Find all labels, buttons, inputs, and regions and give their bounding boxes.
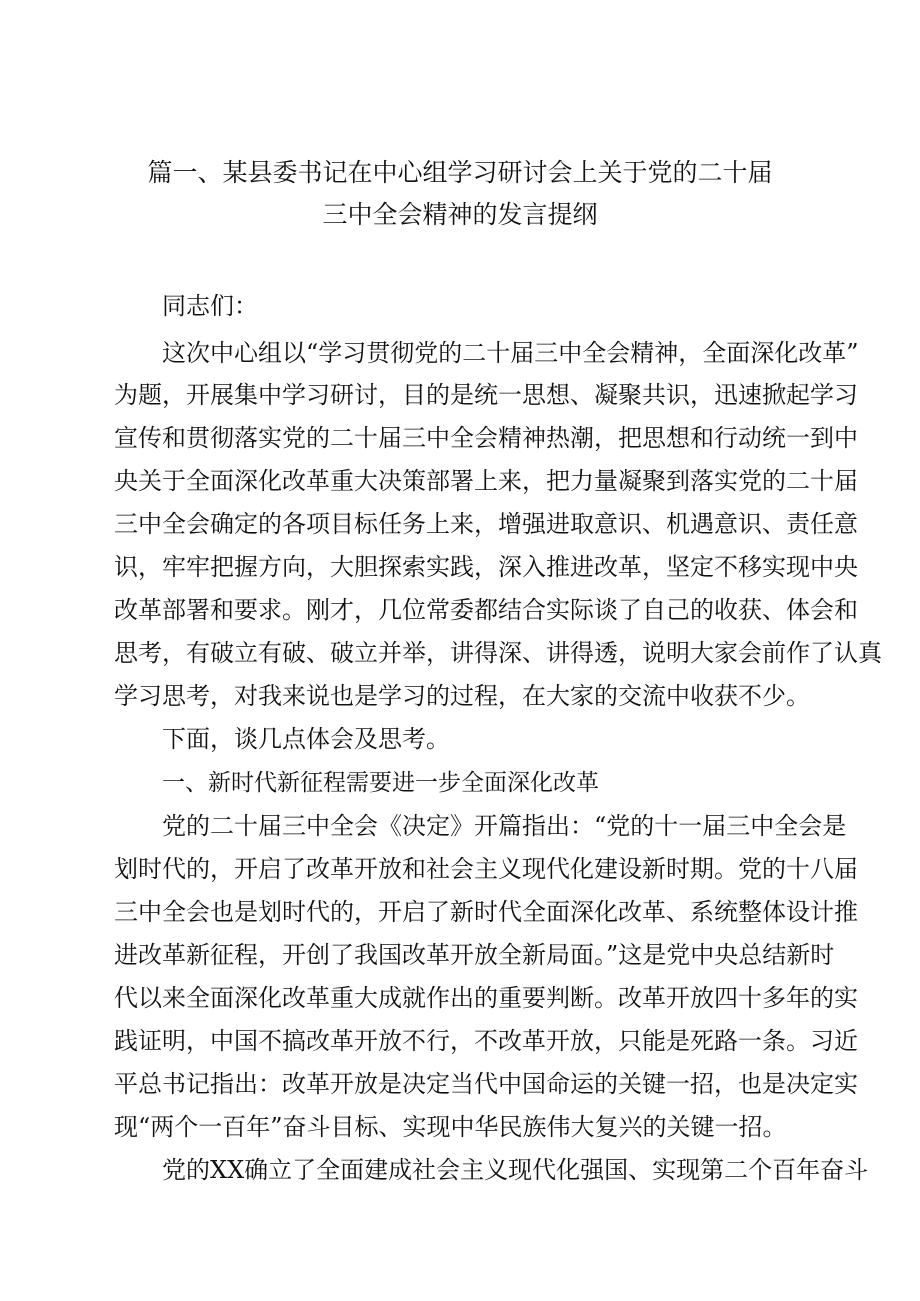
paragraph-2: 下面，谈几点体会及思考。 (162, 725, 450, 753)
paragraph-1-line-4: 央关于全面深化改革重大决策部署上来，把力量凝聚到落实党的二十届 (114, 467, 858, 495)
paragraph-1-line-2: 为题，开展集中学习研讨，目的是统一思想、凝聚共识，迅速掀起学习 (114, 381, 858, 409)
paragraph-4-line-1: 党的XX确立了全面建成社会主义现代化强国、实现第二个百年奋斗 (162, 1156, 869, 1184)
paragraph-1-line-5: 三中全会确定的各项目标任务上来，增强进取意识、机遇意识、责任意 (114, 510, 858, 538)
paragraph-1-line-6: 识，牢牢把握方向，大胆探索实践，深入推进改革，坚定不移实现中央 (114, 553, 858, 581)
paragraph-3-line-6: 践证明，中国不搞改革开放不行，不改革开放，只能是死路一条。习近 (114, 1027, 858, 1055)
paragraph-3-line-1: 党的二十届三中全会《决定》开篇指出：“党的十一届三中全会是 (162, 812, 847, 840)
document-title-line-1: 篇一、某县委书记在中心组学习研讨会上关于党的二十届 (147, 158, 773, 187)
paragraph-3-line-8: 现“两个一百年”奋斗目标、实现中华民族伟大复兴的关键一招。 (114, 1113, 787, 1141)
section-heading-1: 一、新时代新征程需要进一步全面深化改革 (162, 770, 599, 796)
paragraph-3-line-2: 划时代的，开启了改革开放和社会主义现代化建设新时期。党的十八届 (114, 855, 858, 883)
paragraph-1-line-1: 这次中心组以“学习贯彻党的二十届三中全会精神，全面深化改革” (162, 339, 859, 367)
paragraph-1-line-9: 学习思考，对我来说也是学习的过程，在大家的交流中收获不少。 (114, 682, 810, 710)
paragraph-1-line-7: 改革部署和要求。刚才，几位常委都结合实际谈了自己的收获、体会和 (114, 596, 858, 624)
document-title-line-2: 三中全会精神的发言提纲 (322, 200, 598, 229)
paragraph-3-line-3: 三中全会也是划时代的，开启了新时代全面深化改革、系统整体设计推 (114, 898, 858, 926)
paragraph-1-line-3: 宣传和贯彻落实党的二十届三中全会精神热潮，把思想和行动统一到中 (114, 424, 858, 452)
paragraph-1-line-8: 思考，有破立有破、破立并举，讲得深、讲得透，说明大家会前作了认真 (114, 639, 882, 667)
paragraph-3-line-7: 平总书记指出：改革开放是决定当代中国命运的关键一招，也是决定实 (114, 1070, 858, 1098)
paragraph-3-line-4: 进改革新征程，开创了我国改革开放全新局面。”这是党中央总结新时 (114, 941, 835, 969)
paragraph-3-line-5: 代以来全面深化改革重大成就作出的重要判断。改革开放四十多年的实 (114, 984, 858, 1012)
salutation: 同志们： (162, 292, 258, 320)
